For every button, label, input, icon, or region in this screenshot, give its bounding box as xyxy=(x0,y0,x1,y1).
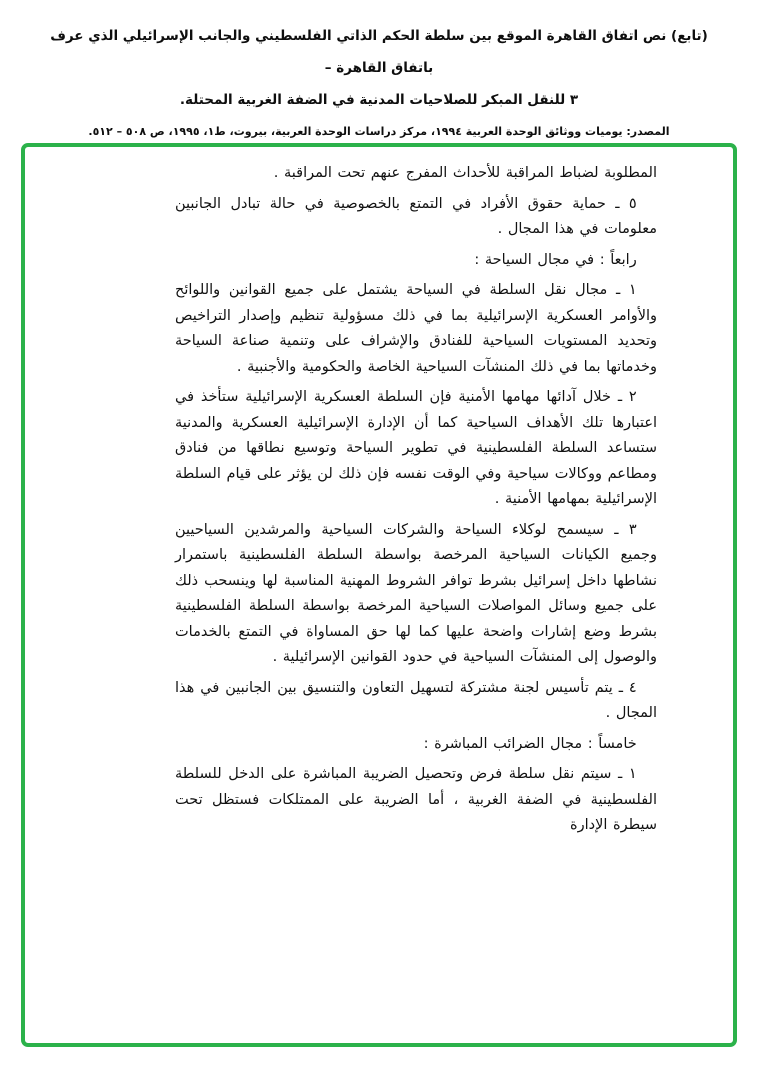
body-paragraph-item-4: ٤ ـ يتم تأسيس لجنة مشتركة لتسهيل التعاون والتنسيق بين الجانبين في هذا المجال . xyxy=(175,679,657,721)
header-title-line-2: ٣ للنقل المبكر للصلاحيات المدنية في الضفة الغربية المحتلة. xyxy=(179,92,579,108)
body-paragraph-continuation: المطلوبة لضباط المراقبة للأحداث المفرج عنهم تحت المراقبة . xyxy=(273,165,657,181)
section-heading-fifth: خامساً : مجال الضرائب المباشرة : xyxy=(423,735,637,752)
body-paragraph-item-1: ١ ـ مجال نقل السلطة في السياحة يشتمل على جميع القوانين واللوائح والأوامر العسكرية الإسرائيلية بما في ذلك مسؤولية تنظيم وإصدار التراخيص وتحديد المستويات السياحية للفنادق والإشراف على وتنمية صناعة السياحة وخدماتها بما في ذلك المنشآت السياحية الخاصة والحكومية والأجنبية . xyxy=(175,282,657,375)
document-header xyxy=(0,0,758,141)
body-paragraph-item-5: ٥ ـ حماية حقوق الأفراد في التمتع بالخصوصية في حالة تبادل الجانبين معلومات في هذا المجال . xyxy=(175,195,657,237)
header-source-line: المصدر: يوميات ووثائق الوحدة العربية ١٩٩٤، مركز دراسات الوحدة العربية، بيروت، ط١، ١٩٩٥، ص ٥٠٨ – ٥١٢. xyxy=(88,125,670,138)
body-paragraph-item-2: ٢ ـ خلال آدائها مهامها الأمنية فإن السلطة العسكرية الإسرائيلية ستأخذ في اعتبارها تلك الأهداف السياحية كما أن الإدارة الإسرائيلية العسكرية والمدنية ستساعد السلطة الفلسطينية في تطوير السياحة وتوسيع نطاقها من فنادق ومطاعم ووكالات سياحية وفي الوقت نفسه فإن ذلك لن يؤثر على قيام السلطة الإسرائيلية بمهامها الأمنية . xyxy=(175,389,657,507)
header-title-line-1: (تابع) نص اتفاق القاهرة الموقع بين سلطة الحكم الذاتي الفلسطيني والجانب الإسرائيلي الذي عرف باتفاق القاهرة – xyxy=(50,28,708,76)
body-paragraph-item-1b: ١ ـ سيتم نقل سلطة فرض وتحصيل الضريبة المباشرة على الدخل للسلطة الفلسطينية في الضفة الغربية ، أما الضريبة على الممتلكات فستظل تحت سيطرة الإدارة xyxy=(175,766,657,833)
content-frame xyxy=(21,143,737,1047)
body-paragraph-item-3: ٣ ـ سيسمح لوكلاء السياحة والشركات السياحية والمرشدين السياحيين وجميع الكيانات السياحية المرخصة بواسطة السلطة الفلسطينية باستمرار نشاطها داخل إسرائيل بشرط توافر الشروط المهنية المناسبة لها وينسحب ذلك على جميع وسائل المواصلات السياحية المرخصة بواسطة السلطة الفلسطينية بشرط وضع إشارات واضحة عليها كما لها حق المساواة في التمتع بالخدمات والوصول إلى المنشآت السياحية في حدود القوانين الإسرائيلية . xyxy=(175,521,657,665)
section-heading-fourth: رابعاً : في مجال السياحة : xyxy=(474,251,637,268)
